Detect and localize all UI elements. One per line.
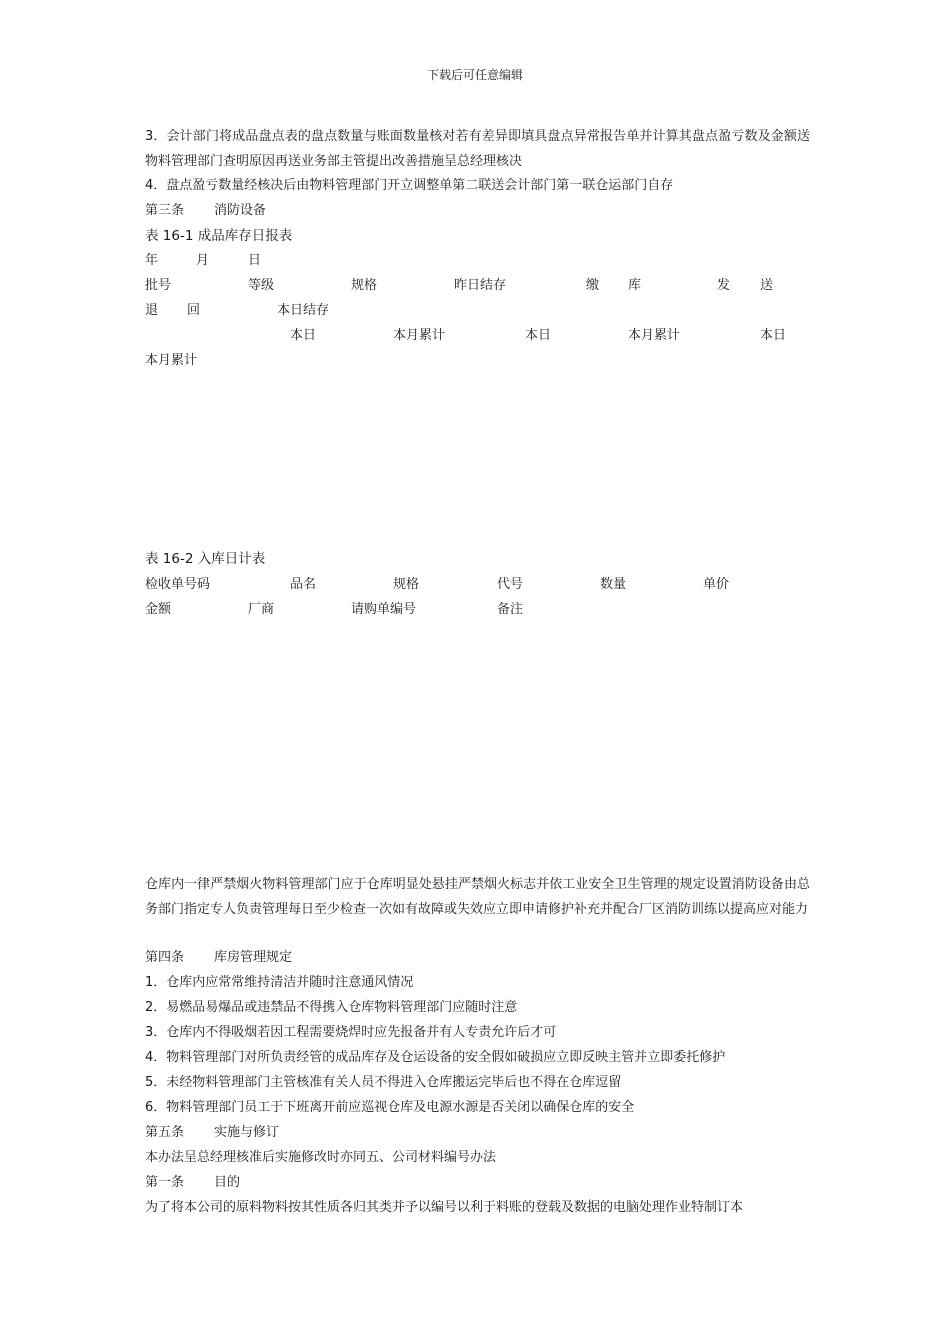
t1-col-return-b: 回	[187, 303, 201, 318]
t1-sub-today-3: 本日	[760, 328, 787, 343]
date-month: 月	[196, 253, 210, 268]
paragraph-inventory-steps	[145, 124, 810, 174]
t2-col-receipt-no: 检收单号码	[145, 577, 211, 592]
article-5-text: 本办法呈总经理核准后实施修改时亦同五、公司材料编号办法	[145, 1150, 497, 1165]
article-5-title: 实施与修订	[214, 1125, 280, 1140]
article-4-heading	[145, 948, 292, 968]
rule-3: 3．仓库内不得吸烟若因工程需要烧焊时应先报备并有人专责允许后才可	[145, 1025, 557, 1040]
table-16-2-title: 表 16-2 入库日计表	[145, 551, 266, 567]
t1-sub-month-1: 本月累计	[393, 328, 446, 343]
rule-2: 2．易燃品易爆品或违禁品不得携入仓库物料管理部门应随时注意	[145, 1000, 518, 1015]
t1-col-today-balance: 本日结存	[277, 303, 330, 318]
rule-5: 5．未经物料管理部门主管核准有关人员不得进入仓库搬运完毕后也不得在仓库逗留	[145, 1075, 622, 1090]
article-1-heading	[145, 1173, 240, 1193]
fire-safety-paragraph: 仓库内一律严禁烟火物料管理部门应于仓库明显处悬挂严禁烟火标志并依工业安全卫生管理的规定设置消防设备由总务部门指定专人负责管理每日至少检查一次如有故障或失效应立即申请修护补充并配合厂区消防训练以提高应对能力	[145, 877, 810, 917]
purpose-text: 为了将本公司的原料物料按其性质各归其类并予以编号以利于料账的登载及数据的电脑处理作业特制订本	[145, 1200, 744, 1215]
article-4-number: 第四条	[145, 950, 185, 965]
t1-col-grade: 等级	[248, 278, 275, 293]
date-day: 日	[248, 253, 262, 268]
t2-col-vendor: 厂商	[248, 602, 275, 617]
date-year: 年	[145, 253, 159, 268]
page-header: 下载后可任意编辑	[426, 68, 523, 82]
t2-col-item-name: 品名	[290, 577, 317, 592]
t2-col-amount: 金额	[145, 602, 172, 617]
t2-col-code: 代号	[497, 577, 524, 592]
article-4-title: 库房管理规定	[214, 950, 293, 965]
t2-col-unit-price: 单价	[703, 577, 730, 592]
t1-col-return-a: 退	[145, 303, 159, 318]
t2-col-remarks: 备注	[497, 602, 524, 617]
article-1-title: 目的	[214, 1175, 241, 1190]
table-16-1-title: 表 16-1 成品库存日报表	[145, 228, 293, 244]
step-4: 4．盘点盈亏数量经核决后由物料管理部门开立调整单第二联送会计部门第一联仓运部门自存	[145, 178, 674, 193]
article-5-heading	[145, 1123, 279, 1143]
rule-1: 1．仓库内应常常维持清洁并随时注意通风情况	[145, 975, 414, 990]
t1-col-send-b: 送	[760, 278, 774, 293]
article-3-title: 消防设备	[214, 203, 267, 218]
article-3-heading	[145, 201, 266, 221]
t1-col-batch: 批号	[145, 278, 172, 293]
t1-col-spec: 规格	[351, 278, 378, 293]
t1-sub-today-2: 本日	[525, 328, 552, 343]
t1-col-send-a: 发	[717, 278, 731, 293]
t1-col-deposit-b: 库	[628, 278, 642, 293]
t1-sub-month-3: 本月累计	[145, 353, 198, 368]
article-1-number: 第一条	[145, 1175, 185, 1190]
t1-col-deposit-a: 缴	[586, 278, 600, 293]
t2-col-spec: 规格	[393, 577, 420, 592]
t1-sub-month-2: 本月累计	[628, 328, 681, 343]
rule-4: 4．物料管理部门对所负责经管的成品库存及仓运设备的安全假如破损应立即反映主管并立即委托修护	[145, 1050, 726, 1065]
t1-sub-today-1: 本日	[290, 328, 317, 343]
article-5-number: 第五条	[145, 1125, 185, 1140]
t1-col-prev-balance: 昨日结存	[454, 278, 507, 293]
t2-col-quantity: 数量	[600, 577, 627, 592]
rule-6: 6．物料管理部门员工于下班离开前应巡视仓库及电源水源是否关闭以确保仓库的安全	[145, 1100, 635, 1115]
article-3-number: 第三条	[145, 203, 185, 218]
t2-col-requisition-no: 请购单编号	[351, 602, 417, 617]
step-3: 3．会计部门将成品盘点表的盘点数量与账面数量核对若有差异即填具盘点异常报告单并计算其盘点盈亏数及金额送物料管理部门查明原因再送业务部主管提出改善措施呈总经理核决	[145, 129, 810, 169]
